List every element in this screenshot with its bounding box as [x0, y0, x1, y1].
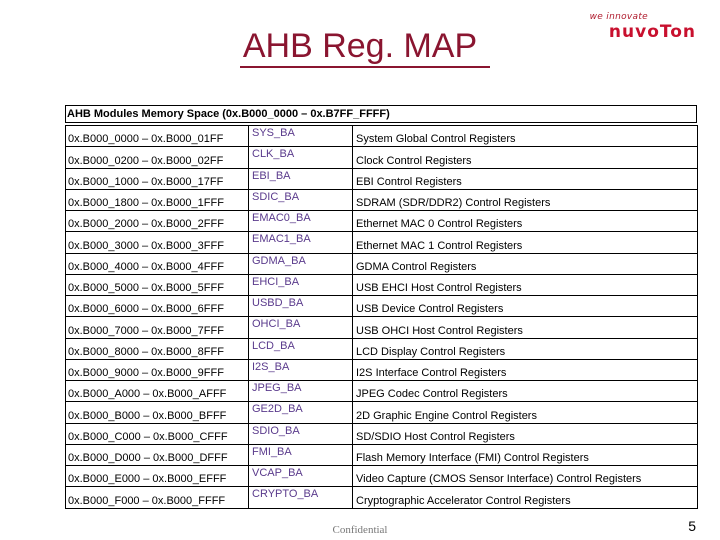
table-row — [66, 189, 698, 210]
page-number: 5 — [688, 518, 696, 534]
description-cell: Clock Control Registers — [353, 147, 698, 168]
table-row — [66, 487, 698, 508]
description-cell: SDRAM (SDR/DDR2) Control Registers — [353, 189, 698, 210]
module-name-cell: EMAC1_BA — [249, 232, 353, 253]
logo-wordmark: nuvoTon — [608, 22, 696, 42]
description-cell: GDMA Control Registers — [353, 253, 698, 274]
description-cell: Ethernet MAC 0 Control Registers — [353, 211, 698, 232]
address-range-cell: 0x.B000_5000 – 0x.B000_5FFF — [66, 274, 249, 295]
address-range-cell: 0x.B000_C000 – 0x.B000_CFFF — [66, 423, 249, 444]
page-title: AHB Reg. MAP — [242, 27, 478, 65]
address-range-cell: 0x.B000_9000 – 0x.B000_9FFF — [66, 359, 249, 380]
address-range-cell: 0x.B000_F000 – 0x.B000_FFFF — [66, 487, 249, 508]
module-name-cell: EBI_BA — [249, 168, 353, 189]
description-cell: USB OHCI Host Control Registers — [353, 317, 698, 338]
table-row — [66, 381, 698, 402]
description-cell: JPEG Codec Control Registers — [353, 381, 698, 402]
module-name-cell: CLK_BA — [249, 147, 353, 168]
confidential-label: Confidential — [332, 524, 388, 536]
address-range-cell: 0x.B000_3000 – 0x.B000_3FFF — [66, 232, 249, 253]
logo-tagline: we innovate — [589, 12, 648, 22]
address-range-cell: 0x.B000_A000 – 0x.B000_AFFF — [66, 381, 249, 402]
description-cell: USB EHCI Host Control Registers — [353, 274, 698, 295]
address-range-cell: 0x.B000_B000 – 0x.B000_BFFF — [66, 402, 249, 423]
module-name-cell: EHCI_BA — [249, 274, 353, 295]
module-name-cell: JPEG_BA — [249, 381, 353, 402]
table-row — [66, 317, 698, 338]
description-cell: Flash Memory Interface (FMI) Control Registers — [353, 444, 698, 465]
module-name-cell: VCAP_BA — [249, 466, 353, 487]
table-row — [66, 274, 698, 295]
module-name-cell: CRYPTO_BA — [249, 487, 353, 508]
description-cell: Ethernet MAC 1 Control Registers — [353, 232, 698, 253]
module-name-cell: GE2D_BA — [249, 402, 353, 423]
description-cell: USB Device Control Registers — [353, 296, 698, 317]
address-range-cell: 0x.B000_7000 – 0x.B000_7FFF — [66, 317, 249, 338]
table-row — [66, 359, 698, 380]
table-row — [66, 147, 698, 168]
address-range-cell: 0x.B000_8000 – 0x.B000_8FFF — [66, 338, 249, 359]
table-row — [66, 211, 698, 232]
module-name-cell: SDIC_BA — [249, 189, 353, 210]
description-cell: System Global Control Registers — [353, 126, 698, 147]
description-cell: I2S Interface Control Registers — [353, 359, 698, 380]
module-name-cell: OHCI_BA — [249, 317, 353, 338]
module-name-cell: SYS_BA — [249, 126, 353, 147]
address-range-cell: 0x.B000_0200 – 0x.B000_02FF — [66, 147, 249, 168]
description-cell: Cryptographic Accelerator Control Registers — [353, 487, 698, 508]
description-cell: Video Capture (CMOS Sensor Interface) Control Registers — [353, 466, 698, 487]
company-logo — [590, 12, 696, 42]
table-row — [66, 168, 698, 189]
table-row — [66, 338, 698, 359]
table-row — [66, 466, 698, 487]
description-cell: SD/SDIO Host Control Registers — [353, 423, 698, 444]
table-row — [66, 423, 698, 444]
address-range-cell: 0x.B000_6000 – 0x.B000_6FFF — [66, 296, 249, 317]
module-name-cell: USBD_BA — [249, 296, 353, 317]
table-row — [66, 402, 698, 423]
description-cell: 2D Graphic Engine Control Registers — [353, 402, 698, 423]
address-range-cell: 0x.B000_2000 – 0x.B000_2FFF — [66, 211, 249, 232]
module-name-cell: SDIO_BA — [249, 423, 353, 444]
address-range-cell: 0x.B000_E000 – 0x.B000_EFFF — [66, 466, 249, 487]
address-range-cell: 0x.B000_1000 – 0x.B000_17FF — [66, 168, 249, 189]
table-row — [66, 126, 698, 147]
table-row — [66, 444, 698, 465]
module-name-cell: FMI_BA — [249, 444, 353, 465]
module-name-cell: LCD_BA — [249, 338, 353, 359]
address-range-cell: 0x.B000_D000 – 0x.B000_DFFF — [66, 444, 249, 465]
table-row — [66, 232, 698, 253]
table-row — [66, 253, 698, 274]
address-range-cell: 0x.B000_1800 – 0x.B000_1FFF — [66, 189, 249, 210]
address-range-cell: 0x.B000_0000 – 0x.B000_01FF — [66, 126, 249, 147]
register-map-table — [65, 125, 698, 509]
description-cell: EBI Control Registers — [353, 168, 698, 189]
description-cell: LCD Display Control Registers — [353, 338, 698, 359]
module-name-cell: I2S_BA — [249, 359, 353, 380]
address-range-cell: 0x.B000_4000 – 0x.B000_4FFF — [66, 253, 249, 274]
table-row — [66, 296, 698, 317]
module-name-cell: EMAC0_BA — [249, 211, 353, 232]
module-name-cell: GDMA_BA — [249, 253, 353, 274]
title-underline — [240, 66, 490, 68]
table-header: AHB Modules Memory Space (0x.B000_0000 – 0x.B7FF_FFFF) — [65, 105, 697, 123]
